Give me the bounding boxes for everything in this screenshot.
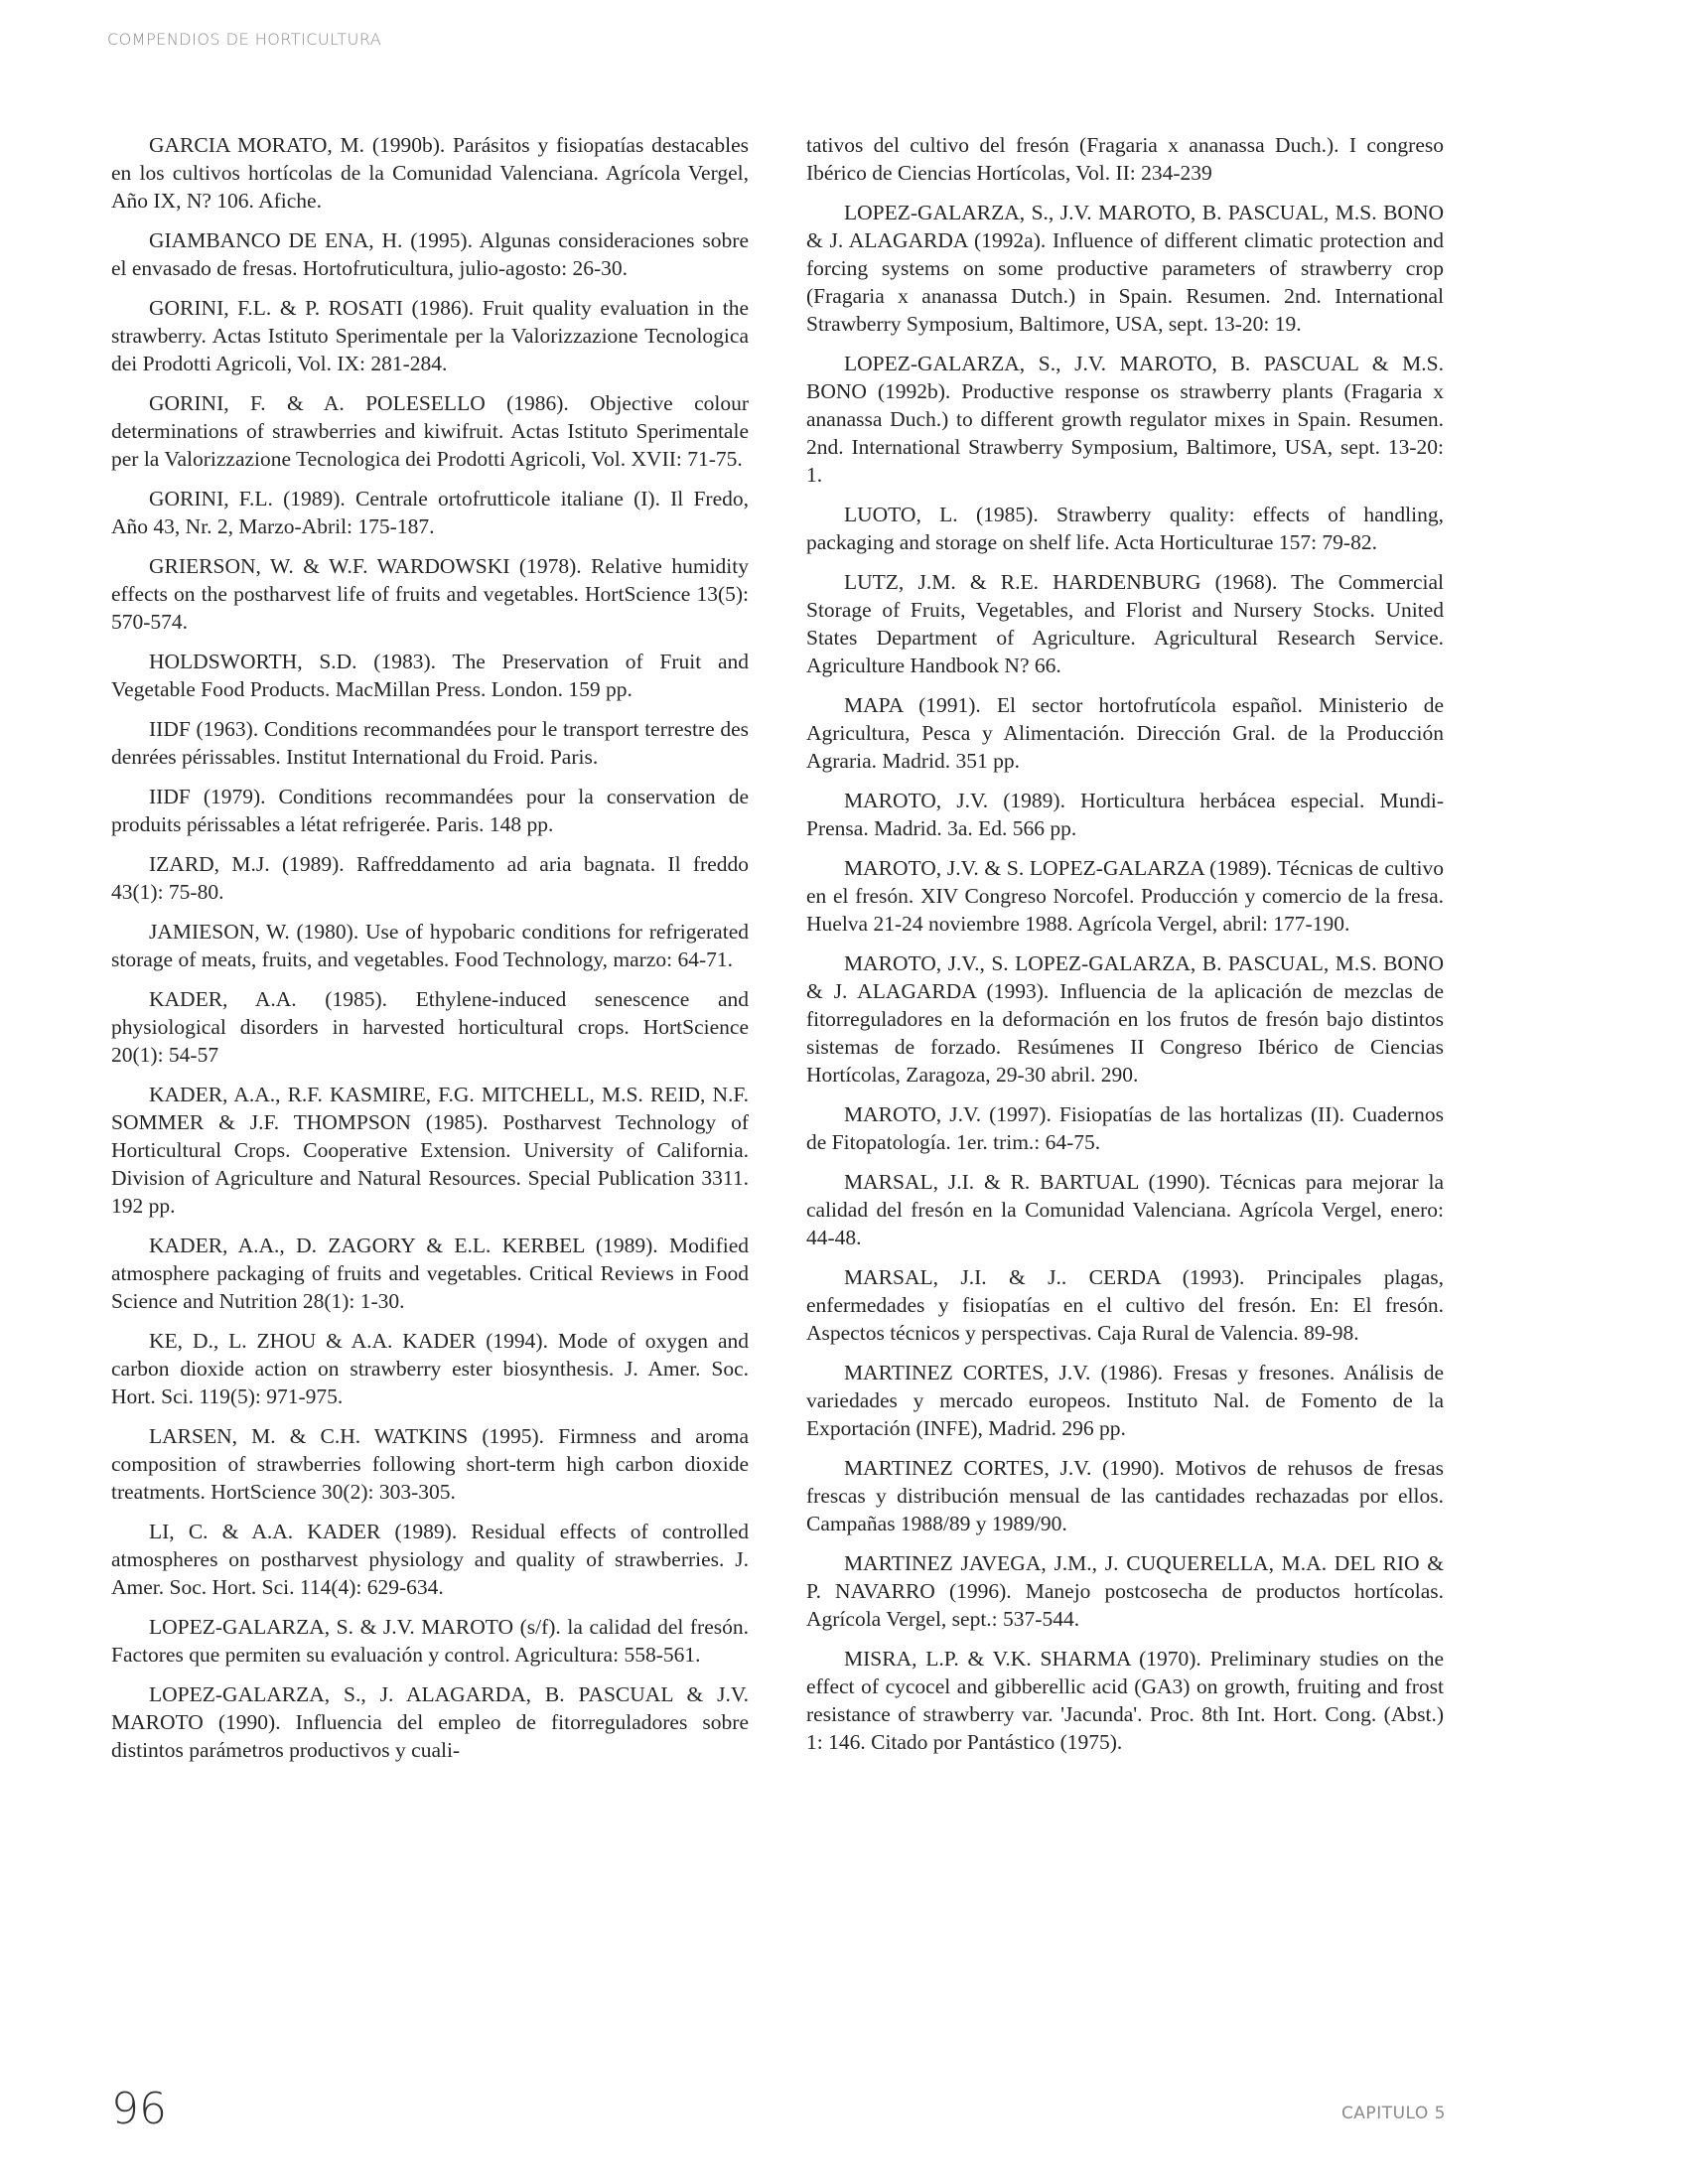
reference-entry: HOLDSWORTH, S.D. (1983). The Preservation of Fruit and Vegetable Food Products. MacMillan Press. London. 159 pp. [111, 650, 749, 701]
reference-entry: MAPA (1991). El sector hortofrutícola español. Ministerio de Agricultura, Pesca y Alimentación. Dirección Gral. de la Producción Agraria. Madrid. 351 pp. [806, 693, 1444, 773]
reference-entry: MISRA, L.P. & V.K. SHARMA (1970). Preliminary studies on the effect of cycocel and gibberellic acid (GA3) on growth, fruiting and frost resistance of strawberry var. 'Jacunda'. Proc. 8th Int. Hort. Cong. (Abst.) 1: 146. Citado por Pantástico (1975). [806, 1647, 1444, 1754]
reference-entry: MARSAL, J.I. & J.. CERDA (1993). Principales plagas, enfermedades y fisiopatías en el cultivo del fresón. En: El fresón. Aspectos técnicos y perspectivas. Caja Rural de Valencia. 89-98. [806, 1265, 1444, 1345]
left-column [111, 131, 749, 1776]
reference-entry: GORINI, F. & A. POLESELLO (1986). Objective colour determinations of strawberries and kiwifruit. Actas Istituto Sperimentale per la Valorizzazione Tecnologica dei Prodotti Agricoli, Vol. XVII: 71-75. [111, 391, 749, 471]
reference-entry: LUTZ, J.M. & R.E. HARDENBURG (1968). The Commercial Storage of Fruits, Vegetables, and Florist and Nursery Stocks. United States Department of Agriculture. Agricultural Research Service. Agriculture Handbook N? 66. [806, 570, 1444, 677]
reference-entry: KE, D., L. ZHOU & A.A. KADER (1994). Mode of oxygen and carbon dioxide action on strawberry ester biosynthesis. J. Amer. Soc. Hort. Sci. 119(5): 971-975. [111, 1329, 749, 1408]
reference-entry: MAROTO, J.V. & S. LOPEZ-GALARZA (1989). Técnicas de cultivo en el fresón. XIV Congreso Norcofel. Producción y comercio de la fresa. Huelva 21-24 noviembre 1988. Agrícola Vergel, abril: 177-190. [806, 856, 1444, 936]
reference-entry: LOPEZ-GALARZA, S., J.V. MAROTO, B. PASCUAL & M.S. BONO (1992b). Productive response os strawberry plants (Fragaria x ananassa Duch.) to different growth regulator mixes in Spain. Resumen. 2nd. International Strawberry Symposium, Baltimore, USA, sept. 13-20: 1. [806, 352, 1444, 487]
reference-entry: GORINI, F.L. (1989). Centrale ortofrutticole italiane (I). Il Fredo, Año 43, Nr. 2, Marzo-Abril: 175-187. [111, 487, 749, 538]
reference-entry: MAROTO, J.V., S. LOPEZ-GALARZA, B. PASCUAL, M.S. BONO & J. ALAGARDA (1993). Influencia de la aplicación de mezclas de fitorreguladores en la deformación en los frutos de fresón bajo distintos sistemas de forzado. Resúmenes II Congreso Ibérico de Ciencias Hortícolas, Zaragoza, 29-30 abril. 290. [806, 951, 1444, 1087]
running-header: COMPENDIOS DE HORTICULTURA [107, 30, 382, 49]
reference-entry: IIDF (1963). Conditions recommandées pour le transport terrestre des denrées périssables. Institut International du Froid. Paris. [111, 717, 749, 769]
reference-entry-continuation: tativos del cultivo del fresón (Fragaria x ananassa Duch.). I congreso Ibérico de Ciencias Hortícolas, Vol. II: 234-239 [806, 133, 1444, 185]
reference-entry: LARSEN, M. & C.H. WATKINS (1995). Firmness and aroma composition of strawberries following short-term high carbon dioxide treatments. HortScience 30(2): 303-305. [111, 1424, 749, 1504]
page-number: 96 [111, 2084, 167, 2134]
reference-entry: KADER, A.A., D. ZAGORY & E.L. KERBEL (1989). Modified atmosphere packaging of fruits and vegetables. Critical Reviews in Food Science and Nutrition 28(1): 1-30. [111, 1234, 749, 1313]
reference-entry: KADER, A.A., R.F. KASMIRE, F.G. MITCHELL, M.S. REID, N.F. SOMMER & J.F. THOMPSON (1985). Postharvest Technology of Horticultural Crops. Cooperative Extension. University of California. Division of Agriculture and Natural Resources. Special Publication 3311. 192 pp. [111, 1083, 749, 1218]
reference-entry: LUOTO, L. (1985). Strawberry quality: effects of handling, packaging and storage on shelf life. Acta Horticulturae 157: 79-82. [806, 503, 1444, 554]
reference-entry: IIDF (1979). Conditions recommandées pour la conservation de produits périssables a létat refrigerée. Paris. 148 pp. [111, 785, 749, 836]
reference-entry: LI, C. & A.A. KADER (1989). Residual effects of controlled atmospheres on postharvest physiology and quality of strawberries. J. Amer. Soc. Hort. Sci. 114(4): 629-634. [111, 1520, 749, 1599]
right-column [806, 131, 1444, 1768]
reference-entry: LOPEZ-GALARZA, S., J. ALAGARDA, B. PASCUAL & J.V. MAROTO (1990). Influencia del empleo de fitorreguladores sobre distintos parámetros productivos y cuali- [111, 1682, 749, 1762]
reference-entry: MAROTO, J.V. (1997). Fisiopatías de las hortalizas (II). Cuadernos de Fitopatología. 1er. trim.: 64-75. [806, 1102, 1444, 1154]
reference-entry: JAMIESON, W. (1980). Use of hypobaric conditions for refrigerated storage of meats, fruits, and vegetables. Food Technology, marzo: 64-71. [111, 920, 749, 971]
reference-entry: LOPEZ-GALARZA, S., J.V. MAROTO, B. PASCUAL, M.S. BONO & J. ALAGARDA (1992a). Influence of different climatic protection and forcing systems on some productive parameters of strawberry crop (Fragaria x ananassa Dutch.) in Spain. Resumen. 2nd. International Strawberry Symposium, Baltimore, USA, sept. 13-20: 19. [806, 201, 1444, 336]
reference-entry: MARTINEZ JAVEGA, J.M., J. CUQUERELLA, M.A. DEL RIO & P. NAVARRO (1996). Manejo postcosecha de productos hortícolas. Agrícola Vergel, sept.: 537-544. [806, 1551, 1444, 1631]
reference-entry: MARTINEZ CORTES, J.V. (1990). Motivos de rehusos de fresas frescas y distribución mensual de las cantidades rechazadas por ellos. Campañas 1988/89 y 1989/90. [806, 1456, 1444, 1535]
reference-entry: GORINI, F.L. & P. ROSATI (1986). Fruit quality evaluation in the strawberry. Actas Istituto Sperimentale per la Valorizzazione Tecnologica dei Prodotti Agricoli, Vol. IX: 281-284. [111, 296, 749, 375]
chapter-label: CAPITULO 5 [1340, 2104, 1446, 2123]
reference-entry: LOPEZ-GALARZA, S. & J.V. MAROTO (s/f). la calidad del fresón. Factores que permiten su evaluación y control. Agricultura: 558-561. [111, 1615, 749, 1667]
reference-entry: MARTINEZ CORTES, J.V. (1986). Fresas y fresones. Análisis de variedades y mercado europeos. Instituto Nal. de Fomento de la Exportación (INFE), Madrid. 296 pp. [806, 1361, 1444, 1440]
reference-entry: GIAMBANCO DE ENA, H. (1995). Algunas consideraciones sobre el envasado de fresas. Hortofruticultura, julio-agosto: 26-30. [111, 228, 749, 280]
reference-entry: MARSAL, J.I. & R. BARTUAL (1990). Técnicas para mejorar la calidad del fresón en la Comunidad Valenciana. Agrícola Vergel, enero: 44-48. [806, 1170, 1444, 1249]
reference-entry: GRIERSON, W. & W.F. WARDOWSKI (1978). Relative humidity effects on the postharvest life of fruits and vegetables. HortScience 13(5): 570-574. [111, 554, 749, 634]
reference-entry: MAROTO, J.V. (1989). Horticultura herbácea especial. Mundi-Prensa. Madrid. 3a. Ed. 566 pp. [806, 789, 1444, 840]
reference-entry: IZARD, M.J. (1989). Raffreddamento ad aria bagnata. Il freddo 43(1): 75-80. [111, 852, 749, 904]
reference-entry: GARCIA MORATO, M. (1990b). Parásitos y fisiopatías destacables en los cultivos hortícolas de la Comunidad Valenciana. Agrícola Vergel, Año IX, N? 106. Afiche. [111, 133, 749, 213]
reference-entry: KADER, A.A. (1985). Ethylene-induced senescence and physiological disorders in harvested horticultural crops. HortScience 20(1): 54-57 [111, 987, 749, 1067]
